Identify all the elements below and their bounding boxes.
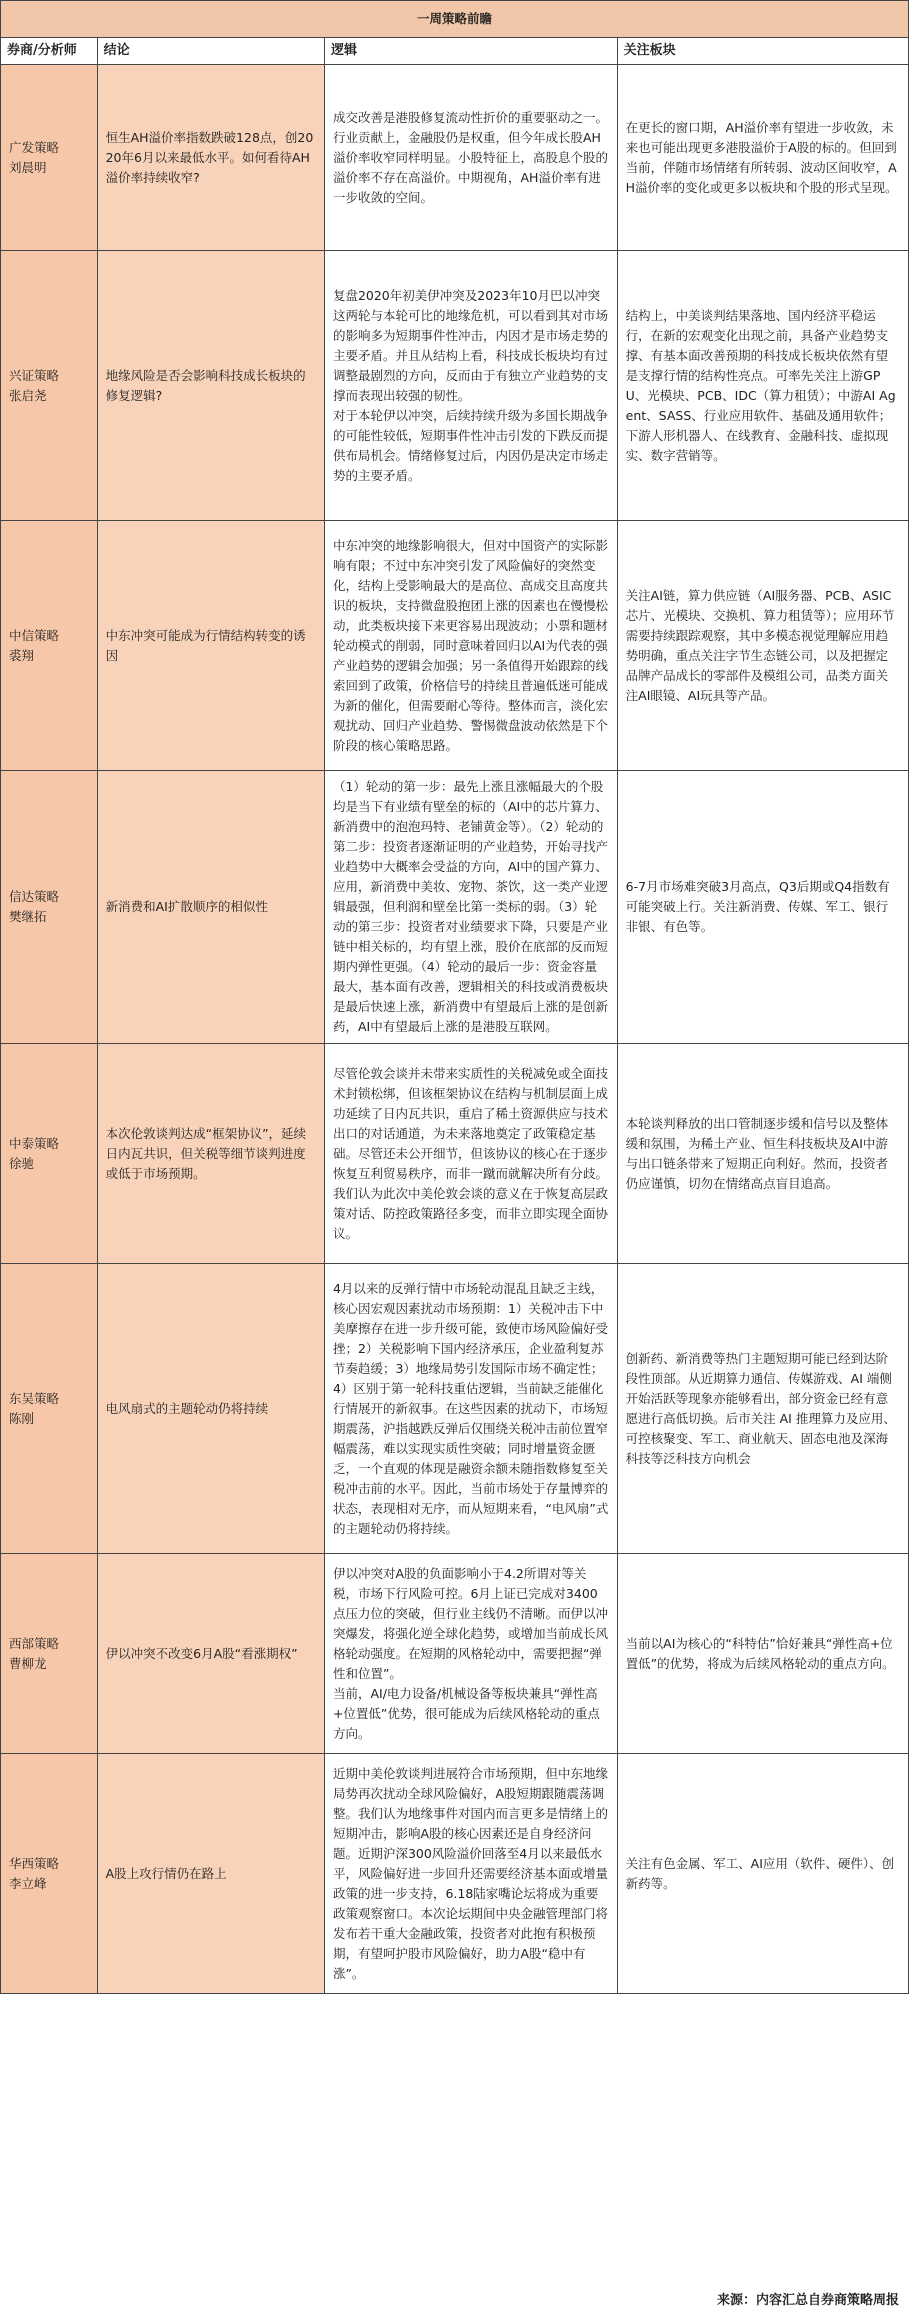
broker-name: 西部策略 (9, 1635, 60, 1651)
conclusion-cell: 伊以冲突不改变6月A股“看涨期权” (97, 1554, 324, 1754)
focus-cell: 当前以AI为核心的“科特估”恰好兼具“弹性高+位置低”的优势，将成为后续风格轮动的重点方向。 (617, 1554, 908, 1754)
logic-paragraph: 对于本轮伊以冲突，后续持续升级为多国长期战争的可能性较低，短期事件性冲击引发的下跌反而提供布局机会。情绪修复过后，内因仍是决定市场走势的主要矛盾。 (332, 407, 608, 483)
logic-paragraph: 尽管伦敦会谈并未带来实质性的关税减免或全面技术封锁松绑，但该框架协议在结构与机制层面上成功延续了日内瓦共识，重启了稀土资源供应与技术出口的对话通道，为未来落地奠定了政策稳定基础。尽管还未公开细节，但该协议的核心在于逐步恢复互利贸易秩序，而非一蹴而就解决所有分歧。我们认为此次中美伦敦会谈的意义在于恢复高层政策对话、防控政策路径多变，而非立即实现全面协议。 (332, 1065, 608, 1241)
logic-paragraph: 当前，AI/电力设备/机械设备等板块兼具“弹性高+位置低”优势，很可能成为后续风格轮动的重点方向。 (332, 1685, 600, 1741)
header-conclusion: 结论 (97, 38, 324, 65)
analyst-name: 裘翔 (9, 647, 35, 663)
conclusion-cell: 新消费和AI扩散顺序的相似性 (97, 771, 324, 1044)
logic-paragraph: 成交改善是港股修复流动性折价的重要驱动之一。行业贡献上，金融股仍是权重，但今年成长股AH溢价率收窄同样明显。小股特征上，高股息个股的溢价率不存在高溢价。中期视角，AH溢价率有进一步收敛的空间。 (332, 109, 608, 205)
broker-cell (1, 1044, 98, 1264)
table-row (1, 65, 909, 251)
broker-name: 广发策略 (9, 139, 60, 155)
broker-cell (1, 771, 98, 1044)
logic-paragraph: 复盘2020年初美伊冲突及2023年10月巴以冲突这两轮与本轮可比的地缘危机，可以看到其对市场的影响多为短期事件性冲击，内因才是市场走势的主要矛盾。并且从结构上看，科技成长板块均有过调整最剧烈的方向，反而由于有独立产业趋势的支撑而表现出较强的韧性。 (332, 287, 608, 403)
broker-name: 东吴策略 (9, 1390, 60, 1406)
broker-cell (1, 521, 98, 771)
table-title: 一周策略前瞻 (1, 1, 909, 38)
broker-cell (1, 1754, 98, 1994)
conclusion-cell: 地缘风险是否会影响科技成长板块的修复逻辑? (97, 251, 324, 521)
focus-cell: 关注AI链，算力供应链（AI服务器、PCB、ASIC芯片、光模块、交换机、算力租赁等）；应用环节需要持续跟踪观察，其中多模态视觉理解应用趋势明确，重点关注字节生态链公司，以及把握定品牌产品成长的零部件及模组公司，品类方面关注AI眼镜、AI玩具等产品。 (617, 521, 908, 771)
conclusion-cell: 中东冲突可能成为行情结构转变的诱因 (97, 521, 324, 771)
logic-paragraph: 伊以冲突对A股的负面影响小于4.2所谓对等关税，市场下行风险可控。6月上证已完成对3400点压力位的突破，但行业主线仍不清晰。而伊以冲突爆发，将强化逆全球化趋势，或增加当前成长风格轮动强度。在短期的风格轮动中，需要把握“弹性和位置”。 (332, 1565, 608, 1681)
conclusion-cell: 本次伦敦谈判达成“框架协议”，延续日内瓦共识，但关税等细节谈判进度或低于市场预期。 (97, 1044, 324, 1264)
analyst-name: 曹柳龙 (9, 1655, 47, 1671)
focus-cell: 关注有色金属、军工、AI应用（软件、硬件）、创新药等。 (617, 1754, 908, 1994)
broker-cell (1, 1264, 98, 1554)
header-focus: 关注板块 (617, 38, 908, 65)
broker-name: 中信策略 (9, 627, 60, 643)
table-row (1, 1264, 909, 1554)
logic-cell (324, 65, 617, 251)
logic-cell (324, 1554, 617, 1754)
broker-name: 兴证策略 (9, 367, 60, 383)
logic-cell (324, 521, 617, 771)
broker-name: 信达策略 (9, 889, 60, 904)
logic-paragraph: 近期中美伦敦谈判进展符合市场预期，但中东地缘局势再次扰动全球风险偏好，A股短期跟随震荡调整。我们认为地缘事件对国内而言更多是情绪上的短期冲击，影响A股的核心因素还是自身经济问题。近期沪深300风险溢价回落至4月以来最低水平，风险偏好进一步回升还需要经济基本面或增量政策的进一步支持，6.18陆家嘴论坛将成为重要政策观察窗口。本次论坛期间中央金融管理部门将发布若干重大金融政策，投资者对此抱有积极预期，有望呵护股市风险偏好，助力A股“稳中有涨”。 (332, 1765, 608, 1981)
header-logic: 逻辑 (324, 38, 617, 65)
focus-cell: 6-7月市场难突破3月高点，Q3后期或Q4指数有可能突破上行。关注新消费、传媒、军工、银行非银、有色等。 (617, 771, 908, 1044)
broker-name: 华西策略 (9, 1855, 60, 1871)
analyst-name: 李立峰 (9, 1875, 47, 1891)
broker-cell (1, 65, 98, 251)
source-footer: 来源：内容汇总自券商策略周报 (716, 2293, 899, 2308)
table-row (1, 521, 909, 771)
table-row (1, 251, 909, 521)
logic-cell (324, 251, 617, 521)
focus-cell: 结构上，中美谈判结果落地、国内经济平稳运行，在新的宏观变化出现之前，具备产业趋势支撑、有基本面改善预期的科技成长板块依然有望是支撑行情的结构性亮点。可率先关注上游GPU、光模块、PCB、IDC（算力租赁）；中游AI Agent、SASS、行业应用软件、基础及通用软件；下游人形机器人、在线教育、金融科技、虚拟现实、数字营销等。 (617, 251, 908, 521)
analyst-name: 张启尧 (9, 387, 47, 403)
table-row (1, 1754, 909, 1994)
table-row (1, 1044, 909, 1264)
analyst-name: 徐驰 (9, 1155, 35, 1171)
conclusion-cell: 电风扇式的主题轮动仍将持续 (97, 1264, 324, 1554)
logic-cell (324, 1044, 617, 1264)
logic-cell (324, 771, 617, 1044)
conclusion-cell: 恒生AH溢价率指数跌破128点，创2020年6月以来最低水平。如何看待AH溢价率持续收窄? (97, 65, 324, 251)
table-row (1, 771, 909, 1044)
logic-paragraph: （1）轮动的第一步：最先上涨且涨幅最大的个股均是当下有业绩有壁垒的标的（AI中的芯片算力、新消费中的泡泡玛特、老铺黄金等）。（2）轮动的第二步：投资者逐渐证明的产业趋势，开始寻找产业趋势中大概率会受益的方向，AI中的国产算力、应用，新消费中美妆、宠物、茶饮，这一类产业逻辑最强，但利润和壁垒比第一类标的弱。（3）轮动的第三步：投资者对业绩要求下降，只要是产业链中相关标的，均有望上涨，股价在底部的反而短期内弹性更强。（4）轮动的最后一步：资金容量最大，基本面有改善，逻辑相关的科技或消费板块是最后快速上涨，新消费中有望最后上涨的是创新药，AI中有望最后上涨的是港股互联网。 (332, 779, 608, 1034)
analyst-name: 樊继拓 (9, 909, 47, 924)
logic-cell (324, 1754, 617, 1994)
header-row (1, 38, 909, 65)
broker-cell (1, 1554, 98, 1754)
logic-paragraph: 4月以来的反弹行情中市场轮动混乱且缺乏主线，核心因宏观因素扰动市场预期：1）关税冲击下中美摩擦存在进一步升级可能，致使市场风险偏好受挫；2）关税影响下国内经济承压，企业盈利复苏节奏趋缓；3）地缘局势引发国际市场不确定性；4）区别于第一轮科技重估逻辑，当前缺乏能催化行情展开的新叙事。在这些因素的扰动下，市场短期震荡，沪指越跌反弹后仅围绕关税冲击前位置窄幅震荡，难以实现实质性突破；同时增量资金匮乏，一个直观的体现是融资余额未随指数修复至关税冲击前的水平。因此，当前市场处于存量博弈的状态，表现相对无序，而从短期来看，“电风扇”式的主题轮动仍将持续。 (332, 1280, 609, 1536)
focus-cell: 在更长的窗口期，AH溢价率有望进一步收敛，未来也可能出现更多港股溢价于A股的标的。但回到当前，伴随市场情绪有所转弱、波动区间收窄，AH溢价率的变化或更多以板块和个股的形式呈现。 (617, 65, 908, 251)
focus-cell: 本轮谈判释放的出口管制逐步缓和信号以及整体缓和氛围，为稀土产业、恒生科技板块及AI中游与出口链条带来了短期正向利好。然而，投资者仍应谨慎，切勿在情绪高点盲目追高。 (617, 1044, 908, 1264)
logic-cell (324, 1264, 617, 1554)
broker-cell (1, 251, 98, 521)
focus-cell: 创新药、新消费等热门主题短期可能已经到达阶段性顶部。从近期算力通信、传媒游戏、AI 端侧开始活跃等现象亦能够看出，部分资金已经有意愿进行高低切换。后市关注 AI 推理算力及应用、可控核聚变、军工、商业航天、固态电池及深海科技等泛科技方向机会 (617, 1264, 908, 1554)
header-broker: 券商/分析师 (1, 38, 98, 65)
table-row (1, 1554, 909, 1754)
analyst-name: 刘晨明 (9, 159, 47, 175)
logic-paragraph: 中东冲突的地缘影响很大，但对中国资产的实际影响有限；不过中东冲突引发了风险偏好的突然变化，结构上受影响最大的是高位、高成交且高度共识的板块，支持微盘股抱团上涨的因素也在慢慢松动，此类板块接下来更容易出现波动；小票和题材轮动模式的削弱，同时意味着回归以AI为代表的强产业趋势的逻辑会加强；另一条值得开始跟踪的线索回到了政策，价格信号的持续且普遍低迷可能成为新的催化，但需要耐心等待。整体而言，淡化宏观扰动、回归产业趋势、警惕微盘波动依然是下个阶段的核心策略思路。 (332, 537, 608, 753)
analyst-name: 陈刚 (9, 1410, 35, 1426)
broker-name: 中泰策略 (9, 1135, 60, 1151)
conclusion-cell: A股上攻行情仍在路上 (97, 1754, 324, 1994)
